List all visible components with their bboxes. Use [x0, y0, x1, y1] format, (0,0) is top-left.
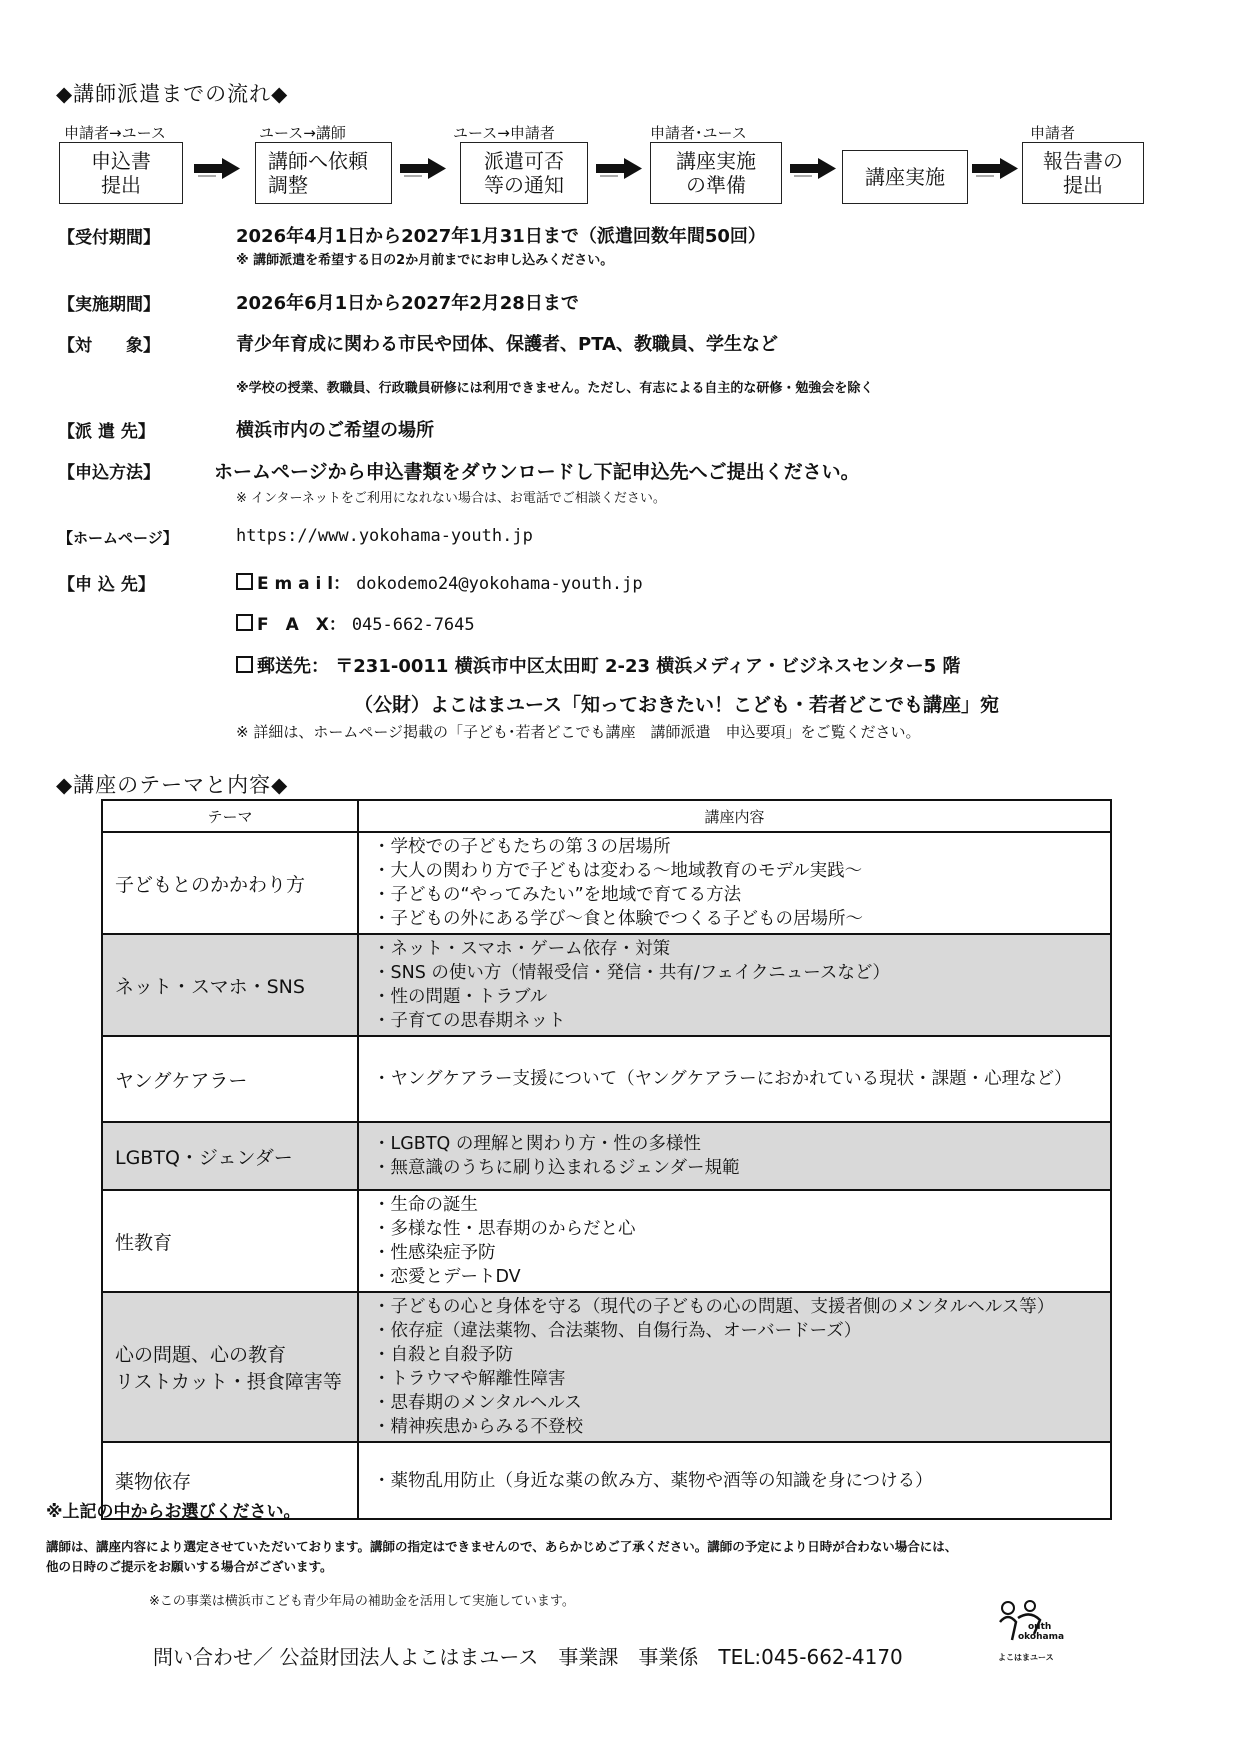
flow-actor-4: 申請者･ユース: [650, 124, 747, 142]
theme-content-item: ・トラウマや解離性障害: [373, 1369, 566, 1389]
theme-content-item: ・SNS の使い方（情報受信・発信・共有/フェイクニュースなど）: [373, 963, 890, 983]
flow-step-3-line2: 等の通知: [484, 173, 564, 197]
flow-step-3: [460, 142, 588, 204]
col-theme: テーマ: [102, 800, 358, 832]
email-label: E m a i l：: [257, 574, 351, 594]
reception-label: 【受付期間】: [58, 228, 160, 248]
flow-step-5: [842, 150, 968, 204]
theme-content-item: ・生命の誕生: [373, 1195, 478, 1215]
fax-checkbox-icon: [236, 614, 253, 631]
theme-content: [358, 832, 1111, 934]
theme-name-line: 薬物依存: [115, 1471, 192, 1493]
flow-step-6-line1: 報告書の: [1043, 149, 1123, 173]
target-value: 青少年育成に関わる市民や団体、保護者、PTA、教職員、学生など: [236, 334, 779, 355]
theme-content-item: ・精神疾患からみる不登校: [373, 1417, 583, 1437]
fax-number: 045-662-7645: [351, 615, 475, 635]
flow-step-5-line1: 講座実施: [865, 165, 945, 189]
flow-actor-1: 申請者→ユース: [64, 124, 166, 142]
flow-step-3-line1: 派遣可否: [484, 149, 564, 173]
theme-content: [358, 1292, 1111, 1442]
logo-text-2: okohama: [1018, 1632, 1065, 1642]
flow-step-2-line2: 調整: [268, 173, 308, 197]
method-label: 【申込方法】: [58, 463, 160, 483]
detail-note: ※ 詳細は、ホームページ掲載の「子ども･若者どこでも講座 講師派遣 申込要項」をご覧ください。: [236, 723, 921, 741]
themes-table: [101, 799, 1112, 1520]
target-label: 【対 象】: [58, 336, 160, 356]
theme-name-line: 子どもとのかかわり方: [115, 873, 306, 896]
theme-name: [102, 1190, 358, 1292]
theme-row: [102, 1292, 1111, 1442]
flow-step-4-line1: 講座実施: [676, 149, 756, 173]
theme-content-item: ・学校での子どもたちの第３の居場所: [373, 837, 671, 857]
subsidy-note: ※この事業は横浜市こども青少年局の補助金を活用して実施しています。: [149, 1594, 575, 1609]
fax-label: F A X：: [257, 615, 346, 635]
theme-content: [358, 934, 1111, 1036]
flow-heading: ◆講師派遣までの流れ◆: [56, 82, 289, 106]
flow-actor-3: ユース→申請者: [453, 124, 555, 142]
post-label: 郵送先：: [257, 656, 329, 677]
theme-row: [102, 934, 1111, 1036]
flow-step-1-line1: 申込書: [91, 149, 151, 173]
period-label: 【実施期間】: [58, 295, 160, 315]
post-addressee: （公財）よこはまユース「知っておきたい！こども・若者どこでも講座」宛: [354, 694, 1000, 716]
theme-content-item: ・子どもの心と身体を守る（現代の子どもの心の問題、支援者側のメンタルヘルス等）: [373, 1297, 1055, 1317]
flow-step-4: [650, 142, 782, 204]
instructor-note-1: 講師は、講座内容により選定させていただいております。講師の指定はできませんので、あらかじめご了承ください。講師の予定により日時が合わない場合には、: [46, 1539, 958, 1554]
homepage-url[interactable]: https://www.yokohama-youth.jp: [236, 526, 533, 546]
method-value: ホームページから申込書類をダウンロードし下記申込先へご提出ください。: [214, 461, 860, 483]
post-address: 〒231-0011 横浜市中区太田町 2-23 横浜メディア・ビジネスセンター5 階: [335, 656, 961, 677]
theme-content-item: ・性の問題・トラブル: [373, 987, 548, 1007]
flow-arrow-icon-2: [400, 158, 446, 180]
theme-content-item: ・多様な性・思春期のからだと心: [373, 1219, 636, 1239]
theme-row: [102, 832, 1111, 934]
flow-arrow-icon-4: [790, 158, 836, 180]
post-checkbox-icon: [236, 656, 253, 673]
theme-content: [358, 1190, 1111, 1292]
theme-content-item: ・ネット・スマホ・ゲーム依存・対策: [373, 939, 671, 959]
email-row: [236, 569, 643, 594]
theme-content-item: ・思春期のメンタルヘルス: [373, 1393, 582, 1413]
yokohama-youth-logo: [996, 1600, 1066, 1670]
themes-heading: ◆講座のテーマと内容◆: [56, 773, 289, 797]
theme-content-item: ・薬物乱用防止（身近な薬の飲み方、薬物や酒等の知識を身につける）: [373, 1470, 933, 1491]
theme-name-line: 心の問題、心の教育: [115, 1344, 287, 1366]
theme-content-item: ・ヤングケアラー支援について（ヤングケアラーにおかれている現状・課題・心理など）: [373, 1069, 1072, 1089]
theme-name-line: ネット・スマホ・SNS: [115, 975, 305, 998]
theme-content-item: ・子どもの外にある学び～食と体験でつくる子どもの居場所～: [373, 909, 863, 929]
theme-content-item: ・恋愛とデートDV: [373, 1267, 521, 1287]
col-content: 講座内容: [358, 800, 1111, 832]
apply-label: 【申 込 先】: [58, 575, 155, 595]
flow-actor-6: 申請者: [1030, 124, 1076, 142]
email-checkbox-icon: [236, 573, 253, 590]
period-value: 2026年6月1日から2027年2月28日まで: [236, 293, 579, 314]
dest-label: 【派 遣 先】: [58, 422, 155, 442]
theme-name-line: ヤングケアラー: [115, 1069, 248, 1092]
theme-name: [102, 1122, 358, 1190]
theme-content-item: ・自殺と自殺予防: [373, 1345, 513, 1365]
select-note: ※上記の中からお選びください。: [46, 1502, 301, 1522]
themes-table-header: [102, 800, 1111, 832]
theme-content: [358, 1036, 1111, 1122]
method-note: ※ インターネットをご利用になれない場合は、お電話でご相談ください。: [236, 491, 666, 506]
flow-step-2: [255, 142, 392, 204]
theme-content-item: ・LGBTQ の理解と関わり方・性の多様性: [373, 1134, 701, 1154]
dest-value: 横浜市内のご希望の場所: [236, 420, 434, 441]
logo-caption: よこはまユース: [998, 1653, 1054, 1662]
homepage-label: 【ホームページ】: [58, 529, 178, 547]
logo-text-1: outh: [1028, 1622, 1052, 1632]
theme-name: [102, 934, 358, 1036]
theme-row: [102, 1122, 1111, 1190]
flow-arrow-icon-3: [596, 158, 642, 180]
theme-content-item: ・性感染症予防: [373, 1243, 496, 1263]
theme-content: [358, 1442, 1111, 1519]
flow-arrow-icon-1: [194, 158, 240, 180]
flow-arrow-icon-5: [972, 158, 1018, 180]
theme-name: [102, 832, 358, 934]
theme-row: [102, 1036, 1111, 1122]
theme-name-line: 性教育: [115, 1231, 173, 1254]
theme-name-line: リストカット・摂食障害等: [115, 1371, 342, 1393]
flow-step-6-line2: 提出: [1063, 173, 1103, 197]
flow-step-1-line2: 提出: [101, 173, 141, 197]
reception-value: 2026年4月1日から2027年1月31日まで（派遣回数年間50回）: [236, 226, 766, 247]
email-address[interactable]: dokodemo24@yokohama-youth.jp: [356, 574, 643, 594]
theme-content-item: ・子どもの“やってみたい”を地域で育てる方法: [373, 885, 742, 905]
flow-actor-2: ユース→講師: [259, 124, 346, 142]
post-row: [236, 652, 960, 678]
fax-row: [236, 610, 475, 635]
instructor-note-2: 他の日時のご提示をお願いする場合がございます。: [46, 1559, 333, 1574]
reception-note: ※ 講師派遣を希望する日の2か月前までにお申し込みください。: [236, 253, 614, 268]
theme-content: [358, 1122, 1111, 1190]
flow-step-6: [1022, 142, 1144, 204]
theme-name: [102, 1292, 358, 1442]
flow-step-4-line2: の準備: [686, 173, 746, 197]
contact-line: 問い合わせ／ 公益財団法人よこはまユース 事業課 事業係 TEL:045-662-4170: [153, 1645, 903, 1669]
flow-step-2-line1: 講師へ依頼: [268, 149, 368, 173]
theme-content-item: ・無意識のうちに刷り込まれるジェンダー規範: [373, 1158, 740, 1178]
target-note: ※学校の授業、教職員、行政職員研修には利用できません。ただし、有志による自主的な研修・勉強会を除く: [236, 381, 874, 396]
theme-content-item: ・大人の関わり方で子どもは変わる～地域教育のモデル実践～: [373, 861, 863, 881]
theme-content-item: ・依存症（違法薬物、合法薬物、自傷行為、オーバードーズ）: [373, 1321, 862, 1341]
theme-row: [102, 1190, 1111, 1292]
theme-name-line: LGBTQ・ジェンダー: [115, 1146, 293, 1169]
theme-name: [102, 1036, 358, 1122]
theme-content-item: ・子育ての思春期ネット: [373, 1011, 566, 1031]
flow-step-1: [59, 142, 183, 204]
